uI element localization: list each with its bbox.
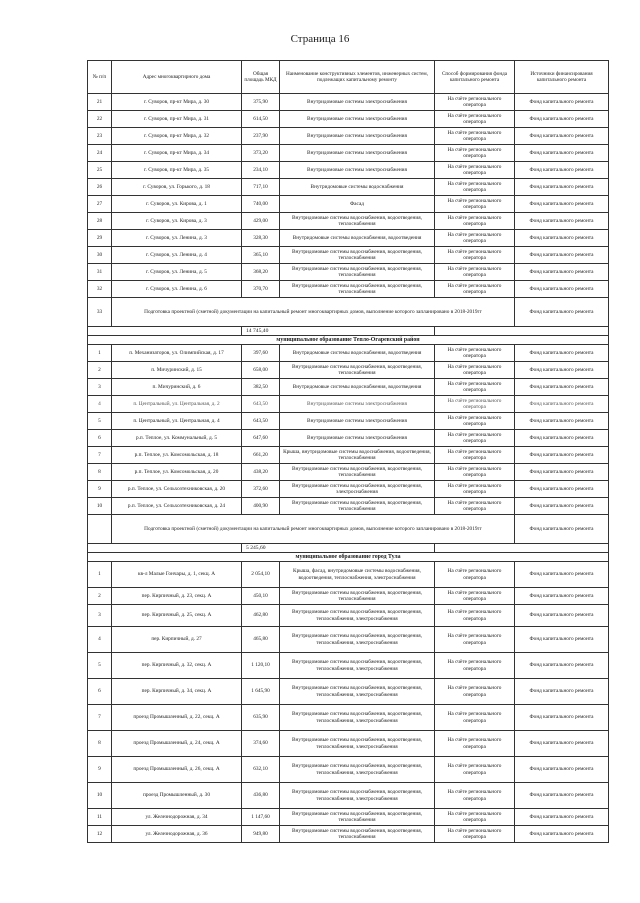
row-number: 21 [88, 94, 112, 111]
table-row [88, 162, 609, 179]
row-area: 717,10 [242, 179, 280, 196]
table-row [88, 809, 609, 826]
row-area: 436,80 [242, 783, 280, 809]
row-area: 949,80 [242, 826, 280, 843]
table-row [88, 145, 609, 162]
row-elements: Внутридомовые системы электроснабжения [280, 111, 435, 128]
area-total-value: 5 245,60 [242, 544, 435, 553]
row-number: 8 [88, 731, 112, 757]
row-number: 11 [88, 809, 112, 826]
table-row [88, 247, 609, 264]
row-elements: Внутридомовые системы водоснабжения, водоотведения, теплоснабжения, электроснабжения [280, 783, 435, 809]
row-method: На счёте регионального оператора [435, 653, 515, 679]
row-number [88, 515, 112, 544]
table-row [88, 230, 609, 247]
row-number: 8 [88, 464, 112, 481]
row-number: 10 [88, 498, 112, 515]
row-method: На счёте регионального оператора [435, 179, 515, 196]
table-row [88, 679, 609, 705]
row-elements: Внутридомовые системы водоснабжения, водоотведения, электроснабжения [280, 481, 435, 498]
row-source: Фонд капитального ремонта [515, 562, 609, 588]
row-elements: Внутридомовые системы водоснабжения [280, 179, 435, 196]
row-source: Фонд капитального ремонта [515, 447, 609, 464]
row-method: На счёте регионального оператора [435, 264, 515, 281]
table-row [88, 481, 609, 498]
row-number: 6 [88, 430, 112, 447]
row-area: 374,60 [242, 731, 280, 757]
row-address: п. Мичуринский, д. 15 [112, 362, 242, 379]
row-elements: Внутридомовые системы электроснабжения [280, 94, 435, 111]
row-number: 5 [88, 653, 112, 679]
row-method: На счёте регионального оператора [435, 481, 515, 498]
row-area: 635,90 [242, 705, 280, 731]
table-row [88, 413, 609, 430]
row-address: проезд Промышленный, д. 26, секц. А [112, 757, 242, 783]
row-number: 2 [88, 362, 112, 379]
row-source: Фонд капитального ремонта [515, 264, 609, 281]
row-area: 400,90 [242, 498, 280, 515]
row-source: Фонд капитального ремонта [515, 247, 609, 264]
repair-program-table [87, 60, 609, 843]
row-source: Фонд капитального ремонта [515, 213, 609, 230]
row-source: Фонд капитального ремонта [515, 111, 609, 128]
municipality-title: муниципальное образование Тепло-Огаревский район [88, 336, 609, 345]
total-spacer [435, 327, 609, 336]
row-source: Фонд капитального ремонта [515, 588, 609, 605]
row-address: проезд Промышленный, д. 24, секц. А [112, 731, 242, 757]
row-number: 9 [88, 481, 112, 498]
row-method: На счёте регионального оператора [435, 247, 515, 264]
row-elements: Внутридомовые системы водоснабжения, водоотведения [280, 379, 435, 396]
row-method: На счёте регионального оператора [435, 162, 515, 179]
row-area: 365,10 [242, 247, 280, 264]
table-row [88, 128, 609, 145]
row-method: На счёте регионального оператора [435, 588, 515, 605]
row-source: Фонд капитального ремонта [515, 826, 609, 843]
design-docs-row [88, 515, 609, 544]
row-area: 614,50 [242, 111, 280, 128]
row-method: На счёте регионального оператора [435, 826, 515, 843]
row-address: пер. Кирпичный, д. 23, секц. А [112, 588, 242, 605]
row-number: 33 [88, 298, 112, 327]
row-method: На счёте регионального оператора [435, 281, 515, 298]
row-area: 373,20 [242, 145, 280, 162]
row-elements: Внутридомовые системы водоснабжения, водоотведения, теплоснабжения [280, 464, 435, 481]
row-number: 3 [88, 605, 112, 627]
row-number: 3 [88, 379, 112, 396]
row-area: 397,60 [242, 345, 280, 362]
table-row [88, 281, 609, 298]
row-address: проезд Промышленный, д. 30 [112, 783, 242, 809]
row-elements: Внутридомовые системы электроснабжения [280, 413, 435, 430]
row-elements: Крыша, внутридомовые системы водоснабжения, водоотведения, теплоснабжения [280, 447, 435, 464]
header-source: Источники финансирования капитального ремонта [515, 61, 609, 94]
table-row [88, 179, 609, 196]
table-row [88, 94, 609, 111]
row-area: 1 120,10 [242, 653, 280, 679]
row-area: 237,90 [242, 128, 280, 145]
row-address: г. Суворов, ул. Ленина, д. 6 [112, 281, 242, 298]
row-elements: Внутридомовые системы электроснабжения [280, 128, 435, 145]
row-area: 375,90 [242, 94, 280, 111]
table-row [88, 757, 609, 783]
table-row [88, 196, 609, 213]
row-number: 4 [88, 396, 112, 413]
row-method: На счёте регионального оператора [435, 757, 515, 783]
row-source: Фонд капитального ремонта [515, 679, 609, 705]
row-elements: Внутридомовые системы водоснабжения, водоотведения, теплоснабжения, электроснабжения [280, 757, 435, 783]
row-area: 632,10 [242, 757, 280, 783]
row-address: г. Суворов, ул. Ленина, д. 3 [112, 230, 242, 247]
row-area: 1 147,60 [242, 809, 280, 826]
municipality-section-row [88, 336, 609, 345]
table-row [88, 653, 609, 679]
table-row [88, 379, 609, 396]
area-total-row [88, 327, 609, 336]
area-total-value: 14 745,40 [242, 327, 435, 336]
row-source: Фонд капитального ремонта [515, 128, 609, 145]
row-area: 328,30 [242, 230, 280, 247]
row-area: 658,00 [242, 362, 280, 379]
row-elements: Внутридомовые системы водоснабжения, водоотведения, теплоснабжения [280, 281, 435, 298]
row-method: На счёте регионального оператора [435, 213, 515, 230]
row-source: Фонд капитального ремонта [515, 783, 609, 809]
row-source: Фонд капитального ремонта [515, 196, 609, 213]
row-number: 32 [88, 281, 112, 298]
row-source: Фонд капитального ремонта [515, 94, 609, 111]
row-number: 12 [88, 826, 112, 843]
row-method: На счёте регионального оператора [435, 396, 515, 413]
row-source: Фонд капитального ремонта [515, 179, 609, 196]
row-source: Фонд капитального ремонта [515, 757, 609, 783]
row-number: 22 [88, 111, 112, 128]
row-area: 647,60 [242, 430, 280, 447]
total-spacer [88, 327, 242, 336]
row-method: На счёте регионального оператора [435, 111, 515, 128]
table-row [88, 213, 609, 230]
row-source: Фонд капитального ремонта [515, 809, 609, 826]
row-number: 1 [88, 345, 112, 362]
row-elements: Внутридомовые системы водоснабжения, водоотведения, теплоснабжения [280, 362, 435, 379]
row-number: 5 [88, 413, 112, 430]
row-number: 2 [88, 588, 112, 605]
row-number: 7 [88, 447, 112, 464]
row-elements: Фасад [280, 196, 435, 213]
row-address: пер. Кирпичный, д. 27 [112, 627, 242, 653]
table-row [88, 264, 609, 281]
table-row [88, 396, 609, 413]
row-number: 6 [88, 679, 112, 705]
row-number: 27 [88, 196, 112, 213]
design-docs-row [88, 298, 609, 327]
row-elements: Внутридомовые системы водоснабжения, водоотведения, теплоснабжения [280, 498, 435, 515]
table-row [88, 345, 609, 362]
row-source: Фонд капитального ремонта [515, 430, 609, 447]
table-row [88, 826, 609, 843]
row-source: Фонд капитального ремонта [515, 230, 609, 247]
row-address: р.п. Теплое, ул. Сельхозтехниковская, д. 24 [112, 498, 242, 515]
row-method: На счёте регионального оператора [435, 562, 515, 588]
row-source: Фонд капитального ремонта [515, 362, 609, 379]
row-method: На счёте регионального оператора [435, 345, 515, 362]
row-address: г. Суворов, пр-кт Мира, д. 31 [112, 111, 242, 128]
row-source: Фонд капитального ремонта [515, 162, 609, 179]
row-number: 9 [88, 757, 112, 783]
row-area: 740,00 [242, 196, 280, 213]
table-row [88, 430, 609, 447]
row-address: п. Центральный, ул. Центральная, д. 4 [112, 413, 242, 430]
row-address: р.п. Теплое, ул. Комсомольская, д. 20 [112, 464, 242, 481]
row-number: 26 [88, 179, 112, 196]
header-num: № п/п [88, 61, 112, 94]
row-address: пер. Кирпичный, д. 34, секц. А [112, 679, 242, 705]
row-elements: Внутридомовые системы электроснабжения [280, 430, 435, 447]
row-elements: Внутридомовые системы водоснабжения, водоотведения, теплоснабжения [280, 264, 435, 281]
row-address: г. Суворов, ул. Горького, д. 18 [112, 179, 242, 196]
row-address: пер. Кирпичный, д. 25, секц. А [112, 605, 242, 627]
row-area: 2 054,10 [242, 562, 280, 588]
total-spacer [435, 544, 609, 553]
row-address: г. Суворов, пр-кт Мира, д. 32 [112, 128, 242, 145]
table-header-row [88, 61, 609, 94]
row-address: кв-л Малые Гончары, д. 1, секц. А [112, 562, 242, 588]
row-area: 1 645,90 [242, 679, 280, 705]
row-source: Фонд капитального ремонта [515, 705, 609, 731]
row-elements: Внутридомовые системы водоснабжения, водоотведения, теплоснабжения, электроснабжения [280, 679, 435, 705]
row-address: г. Суворов, пр-кт Мира, д. 34 [112, 145, 242, 162]
header-method: Способ формирования фонда капитального ремонта [435, 61, 515, 94]
row-elements: Внутридомовые системы водоснабжения, водоотведения, теплоснабжения [280, 247, 435, 264]
row-source: Фонд капитального ремонта [515, 345, 609, 362]
table-row [88, 588, 609, 605]
row-address: р.п. Теплое, ул. Коммунальный, д. 5 [112, 430, 242, 447]
row-elements: Внутридомовые системы водоснабжения, водоотведения, теплоснабжения [280, 809, 435, 826]
row-method: На счёте регионального оператора [435, 705, 515, 731]
row-method: На счёте регионального оператора [435, 413, 515, 430]
design-docs-text: Подготовка проектной (сметной) документации на капитальный ремонт многоквартирных домов, выполнение которого запланировано в 2018-2019гг [112, 515, 515, 544]
row-method: На счёте регионального оператора [435, 498, 515, 515]
row-area: 643,50 [242, 396, 280, 413]
row-elements: Внутридомовые системы электроснабжения [280, 396, 435, 413]
total-spacer [88, 544, 242, 553]
table-body [88, 94, 609, 843]
row-source: Фонд капитального ремонта [515, 731, 609, 757]
row-source: Фонд капитального ремонта [515, 281, 609, 298]
row-method: На счёте регионального оператора [435, 783, 515, 809]
table-row [88, 362, 609, 379]
row-method: На счёте регионального оператора [435, 605, 515, 627]
row-source: Фонд капитального ремонта [515, 481, 609, 498]
row-address: г. Суворов, ул. Кирова, д. 3 [112, 213, 242, 230]
row-number: 29 [88, 230, 112, 247]
row-area: 234,10 [242, 162, 280, 179]
row-method: На счёте регионального оператора [435, 379, 515, 396]
row-address: р.п. Теплое, ул. Комсомольская, д. 18 [112, 447, 242, 464]
row-address: п. Центральный, ул. Центральная, д. 2 [112, 396, 242, 413]
row-address: г. Суворов, ул. Ленина, д. 5 [112, 264, 242, 281]
row-source: Фонд капитального ремонта [515, 298, 609, 327]
row-method: На счёте регионального оператора [435, 809, 515, 826]
row-source: Фонд капитального ремонта [515, 396, 609, 413]
row-method: На счёте регионального оператора [435, 731, 515, 757]
table-row [88, 447, 609, 464]
row-method: На счёте регионального оператора [435, 196, 515, 213]
row-number: 28 [88, 213, 112, 230]
row-number: 30 [88, 247, 112, 264]
row-method: На счёте регионального оператора [435, 679, 515, 705]
row-area: 370,70 [242, 281, 280, 298]
table-row [88, 705, 609, 731]
row-address: р.п. Теплое, ул. Сельхозтехниковская, д. 20 [112, 481, 242, 498]
row-number: 31 [88, 264, 112, 281]
table-row [88, 731, 609, 757]
row-address: ул. Железнодорожная, д. 34 [112, 809, 242, 826]
row-elements: Внутридомовые системы водоснабжения, водоотведения, теплоснабжения [280, 588, 435, 605]
row-address: п. Механизаторов, ул. Олимпийская, д. 17 [112, 345, 242, 362]
row-number: 1 [88, 562, 112, 588]
row-source: Фонд капитального ремонта [515, 498, 609, 515]
row-method: На счёте регионального оператора [435, 145, 515, 162]
row-address: п. Мичуринский, д. 6 [112, 379, 242, 396]
row-method: На счёте регионального оператора [435, 430, 515, 447]
row-source: Фонд капитального ремонта [515, 653, 609, 679]
row-elements: Крыша, фасад, внутридомовые системы водоснабжения, водоотведения, теплоснабжения, электроснабжения [280, 562, 435, 588]
row-address: г. Суворов, ул. Кирова, д. 1 [112, 196, 242, 213]
row-method: На счёте регионального оператора [435, 128, 515, 145]
row-area: 368,20 [242, 264, 280, 281]
row-method: На счёте регионального оператора [435, 362, 515, 379]
row-area: 462,80 [242, 605, 280, 627]
row-address: проезд Промышленный, д. 22, секц. А [112, 705, 242, 731]
row-elements: Внутридомовые системы электроснабжения [280, 162, 435, 179]
row-area: 465,80 [242, 627, 280, 653]
row-source: Фонд капитального ремонта [515, 464, 609, 481]
row-area: 429,00 [242, 213, 280, 230]
table-row [88, 464, 609, 481]
header-address: Адрес многоквартирного дома [112, 61, 242, 94]
row-number: 4 [88, 627, 112, 653]
row-address: г. Суворов, пр-кт Мира, д. 30 [112, 94, 242, 111]
row-area: 661,20 [242, 447, 280, 464]
row-number: 7 [88, 705, 112, 731]
row-source: Фонд капитального ремонта [515, 379, 609, 396]
table-row [88, 605, 609, 627]
header-elements: Наименование конструктивных элементов, инженерных систем, подлежащих капитальному ремонту [280, 61, 435, 94]
table-row [88, 498, 609, 515]
row-elements: Внутридомовые системы водоснабжения, водоотведения, теплоснабжения, электроснабжения [280, 705, 435, 731]
row-number: 23 [88, 128, 112, 145]
row-number: 10 [88, 783, 112, 809]
header-area: Общая площадь МКД [242, 61, 280, 94]
area-total-row [88, 544, 609, 553]
row-elements: Внутридомовые системы электроснабжения [280, 145, 435, 162]
table-row [88, 111, 609, 128]
row-area: 438,20 [242, 464, 280, 481]
row-elements: Внутридомовые системы водоснабжения, водоотведения, теплоснабжения, электроснабжения [280, 731, 435, 757]
row-address: г. Суворов, ул. Ленина, д. 4 [112, 247, 242, 264]
municipality-section-row [88, 553, 609, 562]
table-row [88, 627, 609, 653]
municipality-title: муниципальное образование город Тула [88, 553, 609, 562]
row-elements: Внутридомовые системы водоснабжения, водоотведения [280, 345, 435, 362]
row-source: Фонд капитального ремонта [515, 627, 609, 653]
row-elements: Внутридомовые системы водоснабжения, водоотведения, теплоснабжения, электроснабжения [280, 653, 435, 679]
row-method: На счёте регионального оператора [435, 447, 515, 464]
design-docs-text: Подготовка проектной (сметной) документации на капитальный ремонт многоквартирных домов, выполнение которого запланировано в 2018-2019гг [112, 298, 515, 327]
row-method: На счёте регионального оператора [435, 464, 515, 481]
row-number: 24 [88, 145, 112, 162]
row-elements: Внутридомовые системы водоснабжения, водоотведения, теплоснабжения [280, 826, 435, 843]
table-row [88, 562, 609, 588]
row-method: На счёте регионального оператора [435, 627, 515, 653]
row-number: 25 [88, 162, 112, 179]
row-source: Фонд капитального ремонта [515, 145, 609, 162]
row-area: 643,50 [242, 413, 280, 430]
row-address: г. Суворов, пр-кт Мира, д. 35 [112, 162, 242, 179]
row-source: Фонд капитального ремонта [515, 605, 609, 627]
row-address: пер. Кирпичный, д. 32, секц. А [112, 653, 242, 679]
row-method: На счёте регионального оператора [435, 94, 515, 111]
row-elements: Внутридомовые системы водоснабжения, водоотведения, теплоснабжения [280, 213, 435, 230]
row-area: 372,60 [242, 481, 280, 498]
page-title: Страница 16 [290, 33, 350, 45]
row-elements: Внутридомовые системы водоснабжения, водоотведения, теплоснабжения, электроснабжения [280, 605, 435, 627]
row-source: Фонд капитального ремонта [515, 515, 609, 544]
row-area: 450,10 [242, 588, 280, 605]
row-method: На счёте регионального оператора [435, 230, 515, 247]
row-elements: Внутридомовые системы водоснабжения, водоотведения [280, 230, 435, 247]
row-address: ул. Железнодорожная, д. 36 [112, 826, 242, 843]
row-source: Фонд капитального ремонта [515, 413, 609, 430]
table-row [88, 783, 609, 809]
row-area: 382,50 [242, 379, 280, 396]
row-elements: Внутридомовые системы водоснабжения, водоотведения, теплоснабжения, электроснабжения [280, 627, 435, 653]
